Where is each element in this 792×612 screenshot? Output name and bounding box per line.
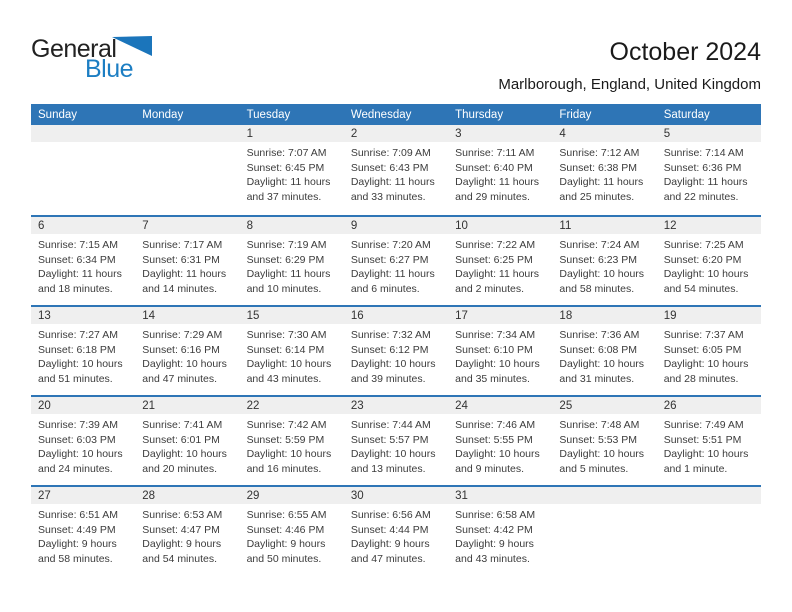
daylight-line-2: and 6 minutes. — [350, 282, 420, 295]
sunrise-line: Sunrise: 7:42 AM — [246, 419, 327, 431]
sunset-line: Sunset: 6:01 PM — [142, 433, 220, 446]
day-details — [31, 504, 135, 566]
day-number: 22 — [240, 397, 344, 414]
daylight-line-1: Daylight: 10 hours — [350, 358, 436, 370]
day-cell-25 — [552, 397, 656, 485]
weekday-label-sunday: Sunday — [38, 108, 78, 121]
day-number: 6 — [31, 217, 135, 234]
day-cell-15 — [240, 307, 344, 395]
day-number: 5 — [657, 125, 761, 142]
daylight-line-2: and 54 minutes. — [142, 552, 217, 565]
sunset-line: Sunset: 6:10 PM — [455, 343, 533, 356]
week-row-1 — [31, 125, 761, 215]
weekday-label-wednesday: Wednesday — [350, 108, 412, 121]
day-details — [240, 504, 344, 566]
day-cell-10 — [448, 217, 552, 305]
day-number: 31 — [448, 487, 552, 504]
sunrise-line: Sunrise: 7:37 AM — [663, 329, 744, 341]
daylight-line-1: Daylight: 11 hours — [350, 268, 435, 280]
sunset-line: Sunset: 6:43 PM — [350, 161, 429, 174]
daylight-line-1: Daylight: 11 hours — [455, 268, 539, 280]
day-cell-24 — [448, 397, 552, 485]
day-cell-4 — [552, 125, 656, 215]
sunset-line: Sunset: 4:46 PM — [246, 523, 325, 536]
day-cell-21 — [135, 397, 239, 485]
daylight-line-1: Daylight: 11 hours — [142, 268, 227, 280]
daylight-line-1: Daylight: 11 hours — [246, 176, 331, 188]
sunset-line: Sunset: 6:23 PM — [559, 253, 638, 266]
day-number: 17 — [448, 307, 552, 324]
sunset-line: Sunset: 6:45 PM — [246, 161, 325, 174]
week-row-4 — [31, 395, 761, 485]
sunrise-line: Sunrise: 7:25 AM — [663, 239, 744, 251]
daylight-line-1: Daylight: 10 hours — [455, 358, 540, 370]
day-cell-2 — [344, 125, 448, 215]
sunrise-line: Sunrise: 7:20 AM — [350, 239, 431, 251]
day-details — [657, 414, 761, 476]
daylight-line-1: Daylight: 10 hours — [559, 358, 645, 370]
weekday-label-monday: Monday — [142, 108, 184, 121]
daylight-line-1: Daylight: 11 hours — [663, 176, 748, 188]
daylight-line-1: Daylight: 10 hours — [663, 448, 749, 460]
daylight-line-2: and 39 minutes. — [350, 372, 426, 385]
day-details — [657, 234, 761, 296]
daylight-line-2: and 13 minutes. — [350, 462, 426, 475]
sunset-line: Sunset: 4:42 PM — [455, 523, 533, 536]
day-details — [135, 504, 239, 566]
sunset-line: Sunset: 5:55 PM — [455, 433, 533, 446]
sunrise-line: Sunrise: 7:30 AM — [246, 329, 327, 341]
day-details — [240, 142, 344, 204]
daylight-line-1: Daylight: 9 hours — [38, 538, 117, 550]
month-calendar — [31, 104, 761, 575]
day-cell-1 — [240, 125, 344, 215]
day-cell-28 — [135, 487, 239, 575]
sunset-line: Sunset: 6:14 PM — [246, 343, 325, 356]
sunset-line: Sunset: 6:05 PM — [663, 343, 742, 356]
sunrise-line: Sunrise: 7:07 AM — [246, 147, 327, 159]
daylight-line-2: and 5 minutes. — [559, 462, 629, 475]
sunset-line: Sunset: 4:49 PM — [38, 523, 116, 536]
day-number: 23 — [344, 397, 448, 414]
sunset-line: Sunset: 5:53 PM — [559, 433, 638, 446]
day-details — [657, 504, 761, 508]
day-details — [448, 234, 552, 296]
day-details — [552, 504, 656, 508]
daylight-line-1: Daylight: 10 hours — [38, 358, 123, 370]
day-number: 19 — [657, 307, 761, 324]
sunrise-line: Sunrise: 7:14 AM — [663, 147, 744, 159]
day-cell-27 — [31, 487, 135, 575]
sunset-line: Sunset: 6:16 PM — [142, 343, 220, 356]
sunrise-line: Sunrise: 7:49 AM — [663, 419, 744, 431]
empty-day-cell — [31, 125, 135, 215]
day-cell-12 — [657, 217, 761, 305]
day-number: 20 — [31, 397, 135, 414]
sunset-line: Sunset: 6:40 PM — [455, 161, 533, 174]
page-subtitle: Marlborough, England, United Kingdom — [498, 76, 761, 93]
day-details — [240, 234, 344, 296]
day-cell-26 — [657, 397, 761, 485]
daylight-line-1: Daylight: 11 hours — [350, 176, 435, 188]
daylight-line-2: and 33 minutes. — [350, 190, 426, 203]
day-cell-17 — [448, 307, 552, 395]
day-details — [344, 324, 448, 386]
week-row-3 — [31, 305, 761, 395]
day-cell-22 — [240, 397, 344, 485]
day-number — [135, 125, 239, 142]
day-details — [135, 142, 239, 146]
daylight-line-2: and 54 minutes. — [663, 282, 739, 295]
daylight-line-2: and 50 minutes. — [246, 552, 322, 565]
daylight-line-2: and 58 minutes. — [38, 552, 113, 565]
day-number: 4 — [552, 125, 656, 142]
daylight-line-2: and 58 minutes. — [559, 282, 635, 295]
sunrise-line: Sunrise: 6:55 AM — [246, 509, 327, 521]
day-details — [31, 414, 135, 476]
empty-day-cell — [657, 487, 761, 575]
day-details — [552, 414, 656, 476]
day-number: 9 — [344, 217, 448, 234]
day-number: 16 — [344, 307, 448, 324]
sunrise-line: Sunrise: 7:09 AM — [350, 147, 431, 159]
weekday-label-saturday: Saturday — [663, 108, 710, 121]
day-details — [31, 324, 135, 386]
daylight-line-1: Daylight: 10 hours — [559, 268, 645, 280]
daylight-line-1: Daylight: 10 hours — [350, 448, 436, 460]
logo-text-blue: Blue — [85, 55, 134, 83]
day-number: 21 — [135, 397, 239, 414]
sunset-line: Sunset: 6:31 PM — [142, 253, 220, 266]
sunrise-line: Sunrise: 7:44 AM — [350, 419, 431, 431]
day-cell-14 — [135, 307, 239, 395]
day-number: 15 — [240, 307, 344, 324]
weekday-header-row — [31, 104, 761, 125]
daylight-line-2: and 18 minutes. — [38, 282, 113, 295]
sunset-line: Sunset: 6:29 PM — [246, 253, 325, 266]
daylight-line-1: Daylight: 10 hours — [663, 268, 749, 280]
day-details — [552, 324, 656, 386]
sunset-line: Sunset: 6:03 PM — [38, 433, 116, 446]
sunset-line: Sunset: 6:08 PM — [559, 343, 638, 356]
daylight-line-2: and 47 minutes. — [142, 372, 217, 385]
day-cell-23 — [344, 397, 448, 485]
day-number: 11 — [552, 217, 656, 234]
daylight-line-1: Daylight: 9 hours — [142, 538, 222, 550]
daylight-line-2: and 10 minutes. — [246, 282, 322, 295]
day-number: 30 — [344, 487, 448, 504]
day-number: 8 — [240, 217, 344, 234]
daylight-line-2: and 28 minutes. — [663, 372, 739, 385]
day-details — [240, 414, 344, 476]
daylight-line-2: and 37 minutes. — [246, 190, 322, 203]
day-details — [240, 324, 344, 386]
sunrise-line: Sunrise: 7:24 AM — [559, 239, 640, 251]
daylight-line-2: and 1 minute. — [663, 462, 728, 475]
day-details — [657, 142, 761, 204]
day-number: 3 — [448, 125, 552, 142]
sunset-line: Sunset: 6:20 PM — [663, 253, 742, 266]
day-cell-5 — [657, 125, 761, 215]
weekday-label-friday: Friday — [559, 108, 592, 121]
daylight-line-1: Daylight: 10 hours — [559, 448, 645, 460]
daylight-line-2: and 2 minutes. — [455, 282, 525, 295]
weeks-container — [31, 125, 761, 575]
daylight-line-2: and 29 minutes. — [455, 190, 530, 203]
daylight-line-2: and 24 minutes. — [38, 462, 113, 475]
sunset-line: Sunset: 6:36 PM — [663, 161, 742, 174]
day-details — [31, 142, 135, 146]
general-blue-logo — [31, 35, 161, 83]
daylight-line-2: and 14 minutes. — [142, 282, 217, 295]
day-number: 29 — [240, 487, 344, 504]
day-number: 25 — [552, 397, 656, 414]
day-cell-3 — [448, 125, 552, 215]
sunrise-line: Sunrise: 7:12 AM — [559, 147, 640, 159]
daylight-line-1: Daylight: 11 hours — [455, 176, 539, 188]
day-details — [31, 234, 135, 296]
sunset-line: Sunset: 5:59 PM — [246, 433, 325, 446]
daylight-line-2: and 47 minutes. — [350, 552, 426, 565]
day-cell-18 — [552, 307, 656, 395]
daylight-line-1: Daylight: 10 hours — [246, 358, 332, 370]
day-cell-30 — [344, 487, 448, 575]
daylight-line-1: Daylight: 9 hours — [455, 538, 534, 550]
daylight-line-1: Daylight: 9 hours — [246, 538, 326, 550]
day-cell-16 — [344, 307, 448, 395]
day-details — [552, 234, 656, 296]
daylight-line-1: Daylight: 9 hours — [350, 538, 430, 550]
daylight-line-2: and 22 minutes. — [663, 190, 739, 203]
day-number: 12 — [657, 217, 761, 234]
day-cell-7 — [135, 217, 239, 305]
day-number: 24 — [448, 397, 552, 414]
day-details — [344, 504, 448, 566]
sunrise-line: Sunrise: 7:19 AM — [246, 239, 327, 251]
sunrise-line: Sunrise: 7:34 AM — [455, 329, 536, 341]
day-cell-19 — [657, 307, 761, 395]
day-number — [552, 487, 656, 504]
daylight-line-1: Daylight: 10 hours — [142, 448, 227, 460]
daylight-line-1: Daylight: 10 hours — [246, 448, 332, 460]
sunrise-line: Sunrise: 7:46 AM — [455, 419, 536, 431]
sunset-line: Sunset: 6:27 PM — [350, 253, 429, 266]
daylight-line-1: Daylight: 10 hours — [663, 358, 749, 370]
daylight-line-2: and 9 minutes. — [455, 462, 525, 475]
day-number — [657, 487, 761, 504]
sunrise-line: Sunrise: 7:41 AM — [142, 419, 223, 431]
sunrise-line: Sunrise: 6:53 AM — [142, 509, 223, 521]
daylight-line-1: Daylight: 10 hours — [455, 448, 540, 460]
day-cell-13 — [31, 307, 135, 395]
day-cell-20 — [31, 397, 135, 485]
weekday-label-thursday: Thursday — [455, 108, 504, 121]
daylight-line-1: Daylight: 11 hours — [38, 268, 122, 280]
daylight-line-1: Daylight: 10 hours — [142, 358, 227, 370]
sunrise-line: Sunrise: 7:48 AM — [559, 419, 640, 431]
empty-day-cell — [552, 487, 656, 575]
daylight-line-1: Daylight: 11 hours — [559, 176, 644, 188]
sunset-line: Sunset: 6:34 PM — [38, 253, 116, 266]
daylight-line-2: and 35 minutes. — [455, 372, 530, 385]
logo-text-general: General — [31, 35, 117, 63]
day-number: 14 — [135, 307, 239, 324]
sunset-line: Sunset: 5:57 PM — [350, 433, 429, 446]
daylight-line-2: and 43 minutes. — [246, 372, 322, 385]
sunset-line: Sunset: 4:47 PM — [142, 523, 220, 536]
daylight-line-2: and 20 minutes. — [142, 462, 217, 475]
daylight-line-2: and 43 minutes. — [455, 552, 530, 565]
sunrise-line: Sunrise: 6:51 AM — [38, 509, 118, 521]
day-number: 1 — [240, 125, 344, 142]
day-number: 28 — [135, 487, 239, 504]
day-cell-11 — [552, 217, 656, 305]
day-number — [31, 125, 135, 142]
daylight-line-2: and 16 minutes. — [246, 462, 322, 475]
day-cell-8 — [240, 217, 344, 305]
day-details — [344, 142, 448, 204]
day-number: 27 — [31, 487, 135, 504]
sunrise-line: Sunrise: 7:39 AM — [38, 419, 118, 431]
day-number: 10 — [448, 217, 552, 234]
sunset-line: Sunset: 6:38 PM — [559, 161, 638, 174]
day-number: 18 — [552, 307, 656, 324]
day-details — [135, 414, 239, 476]
day-number: 26 — [657, 397, 761, 414]
day-cell-9 — [344, 217, 448, 305]
sunset-line: Sunset: 5:51 PM — [663, 433, 742, 446]
daylight-line-1: Daylight: 10 hours — [38, 448, 123, 460]
sunrise-line: Sunrise: 7:27 AM — [38, 329, 118, 341]
sunset-line: Sunset: 6:18 PM — [38, 343, 116, 356]
sunrise-line: Sunrise: 6:56 AM — [350, 509, 431, 521]
day-details — [135, 324, 239, 386]
sunset-line: Sunset: 6:12 PM — [350, 343, 429, 356]
day-number: 13 — [31, 307, 135, 324]
day-details — [552, 142, 656, 204]
day-details — [657, 324, 761, 386]
daylight-line-2: and 25 minutes. — [559, 190, 635, 203]
day-number: 2 — [344, 125, 448, 142]
empty-day-cell — [135, 125, 239, 215]
sunrise-line: Sunrise: 6:58 AM — [455, 509, 536, 521]
day-details — [448, 414, 552, 476]
sunrise-line: Sunrise: 7:17 AM — [142, 239, 223, 251]
day-details — [344, 414, 448, 476]
daylight-line-2: and 31 minutes. — [559, 372, 635, 385]
day-cell-31 — [448, 487, 552, 575]
sunrise-line: Sunrise: 7:29 AM — [142, 329, 223, 341]
sunset-line: Sunset: 4:44 PM — [350, 523, 429, 536]
weekday-label-tuesday: Tuesday — [246, 108, 291, 121]
daylight-line-2: and 51 minutes. — [38, 372, 113, 385]
day-cell-6 — [31, 217, 135, 305]
day-details — [344, 234, 448, 296]
day-number: 7 — [135, 217, 239, 234]
sunset-line: Sunset: 6:25 PM — [455, 253, 533, 266]
sunrise-line: Sunrise: 7:36 AM — [559, 329, 640, 341]
day-cell-29 — [240, 487, 344, 575]
sunrise-line: Sunrise: 7:22 AM — [455, 239, 536, 251]
day-details — [135, 234, 239, 296]
sunrise-line: Sunrise: 7:15 AM — [38, 239, 118, 251]
sunrise-line: Sunrise: 7:32 AM — [350, 329, 431, 341]
page-title: October 2024 — [609, 38, 761, 66]
day-details — [448, 324, 552, 386]
week-row-2 — [31, 215, 761, 305]
day-details — [448, 504, 552, 566]
week-row-5 — [31, 485, 761, 575]
daylight-line-1: Daylight: 11 hours — [246, 268, 331, 280]
sunrise-line: Sunrise: 7:11 AM — [455, 147, 535, 159]
day-details — [448, 142, 552, 204]
